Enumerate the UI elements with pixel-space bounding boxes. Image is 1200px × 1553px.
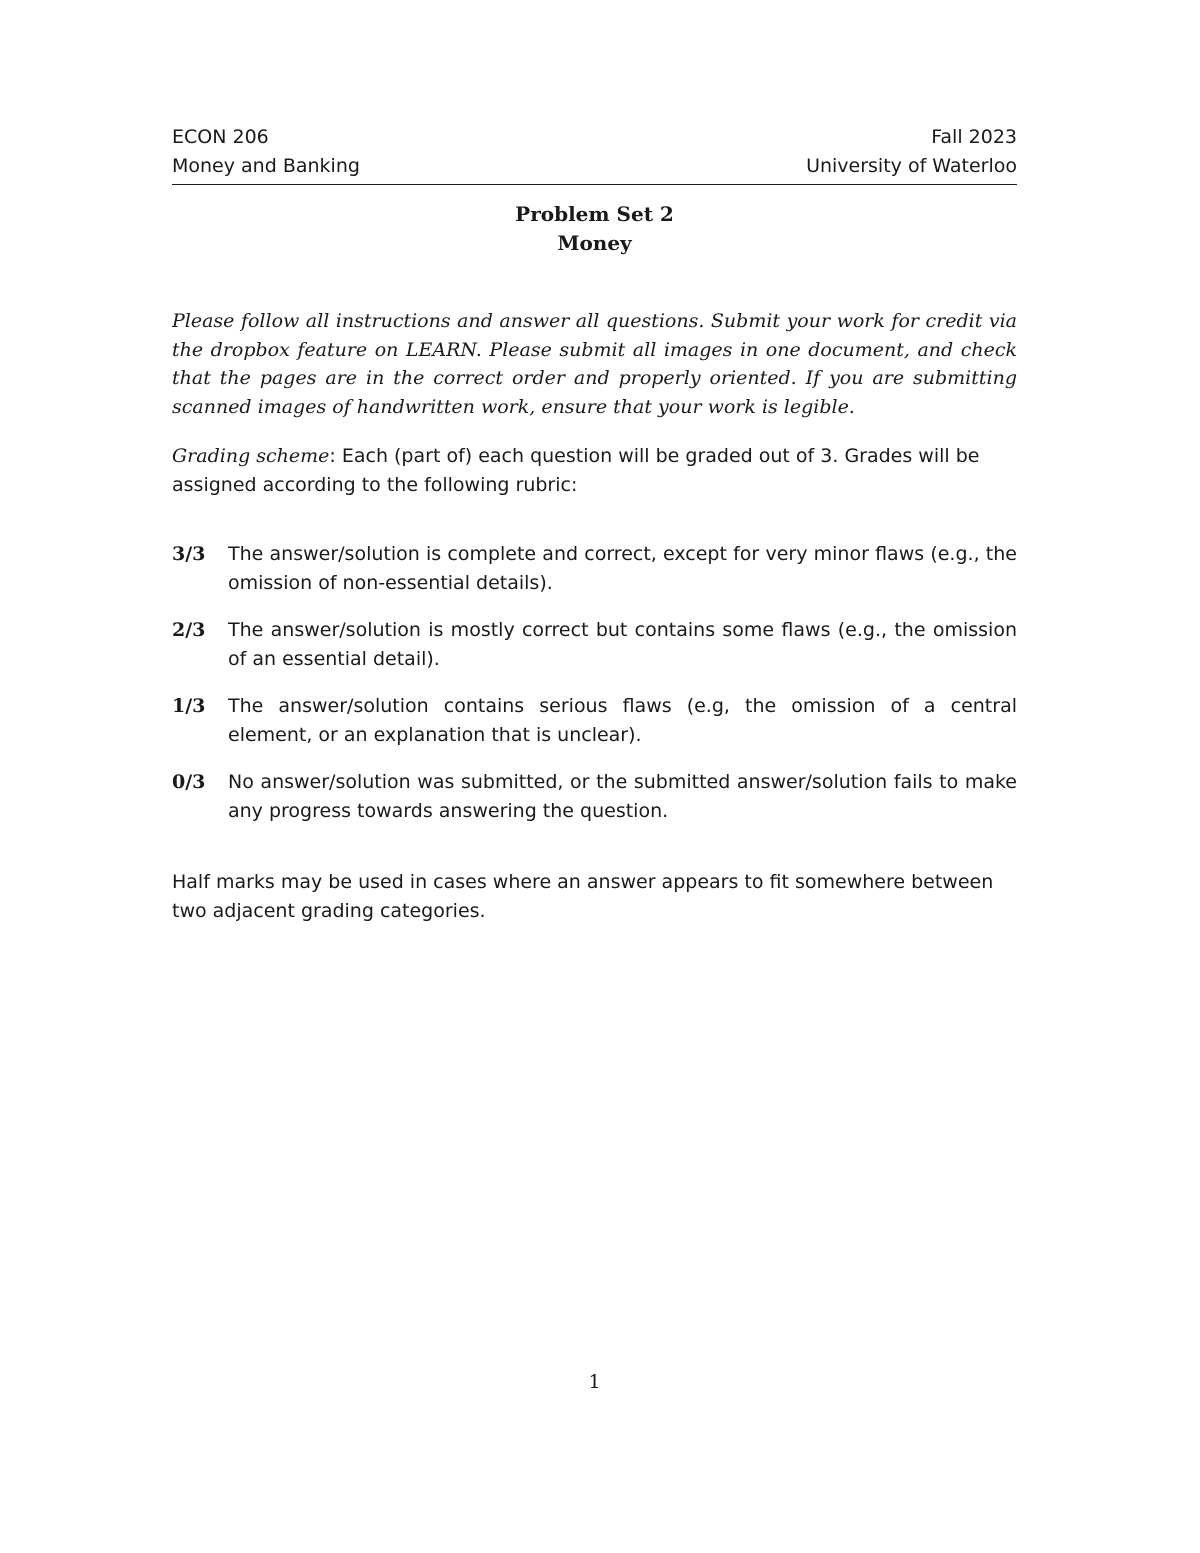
rubric-item bbox=[172, 616, 1017, 673]
title-line-2: Money bbox=[557, 231, 632, 255]
rubric-description: No answer/solution was submitted, or the submitted answer/solution fails to make any progress towards answering the question. bbox=[228, 771, 1017, 822]
document-title bbox=[172, 200, 1017, 258]
grading-rubric bbox=[172, 540, 1017, 844]
grading-scheme-text: : Each (part of) each question will be graded out of 3. Grades will be assigned according to the following rubric: bbox=[172, 445, 980, 496]
rubric-description: The answer/solution is complete and correct, except for very minor flaws (e.g., the omission of non-essential details). bbox=[228, 543, 1017, 594]
document-page bbox=[172, 0, 1017, 1553]
header-row-bottom bbox=[172, 152, 1017, 181]
grading-scheme-lead: Grading scheme bbox=[172, 445, 330, 467]
rubric-score: 0/3 bbox=[172, 771, 206, 793]
rubric-score: 1/3 bbox=[172, 695, 206, 717]
rubric-score: 3/3 bbox=[172, 543, 206, 565]
instructions-paragraph: Please follow all instructions and answer all questions. Submit your work for credit via the dropbox feature on LEARN. Please submit all images in one document, and check that the pages are in the correct order and properly oriented. If you are submitting scanned images of handwritten work, ensure that your work is legible. bbox=[172, 310, 1017, 418]
rubric-item bbox=[172, 768, 1017, 825]
rubric-score: 2/3 bbox=[172, 619, 206, 641]
rubric-description: The answer/solution contains serious flaws (e.g, the omission of a central element, or an explanation that is unclear). bbox=[228, 695, 1017, 746]
page-header bbox=[172, 123, 1017, 185]
page-number: 1 bbox=[588, 1371, 601, 1393]
rubric-item bbox=[172, 692, 1017, 749]
half-marks-paragraph: Half marks may be used in cases where an answer appears to fit somewhere between two adjacent grading categories. bbox=[172, 871, 994, 922]
institution: University of Waterloo bbox=[806, 155, 1017, 177]
title-line-1: Problem Set 2 bbox=[515, 202, 674, 226]
rubric-item bbox=[172, 540, 1017, 597]
course-code: ECON 206 bbox=[172, 126, 269, 148]
grading-scheme-paragraph bbox=[172, 442, 1017, 499]
term: Fall 2023 bbox=[931, 126, 1017, 148]
header-row-top bbox=[172, 123, 1017, 152]
rubric-description: The answer/solution is mostly correct but contains some flaws (e.g., the omission of an essential detail). bbox=[228, 619, 1017, 670]
course-name: Money and Banking bbox=[172, 155, 360, 177]
